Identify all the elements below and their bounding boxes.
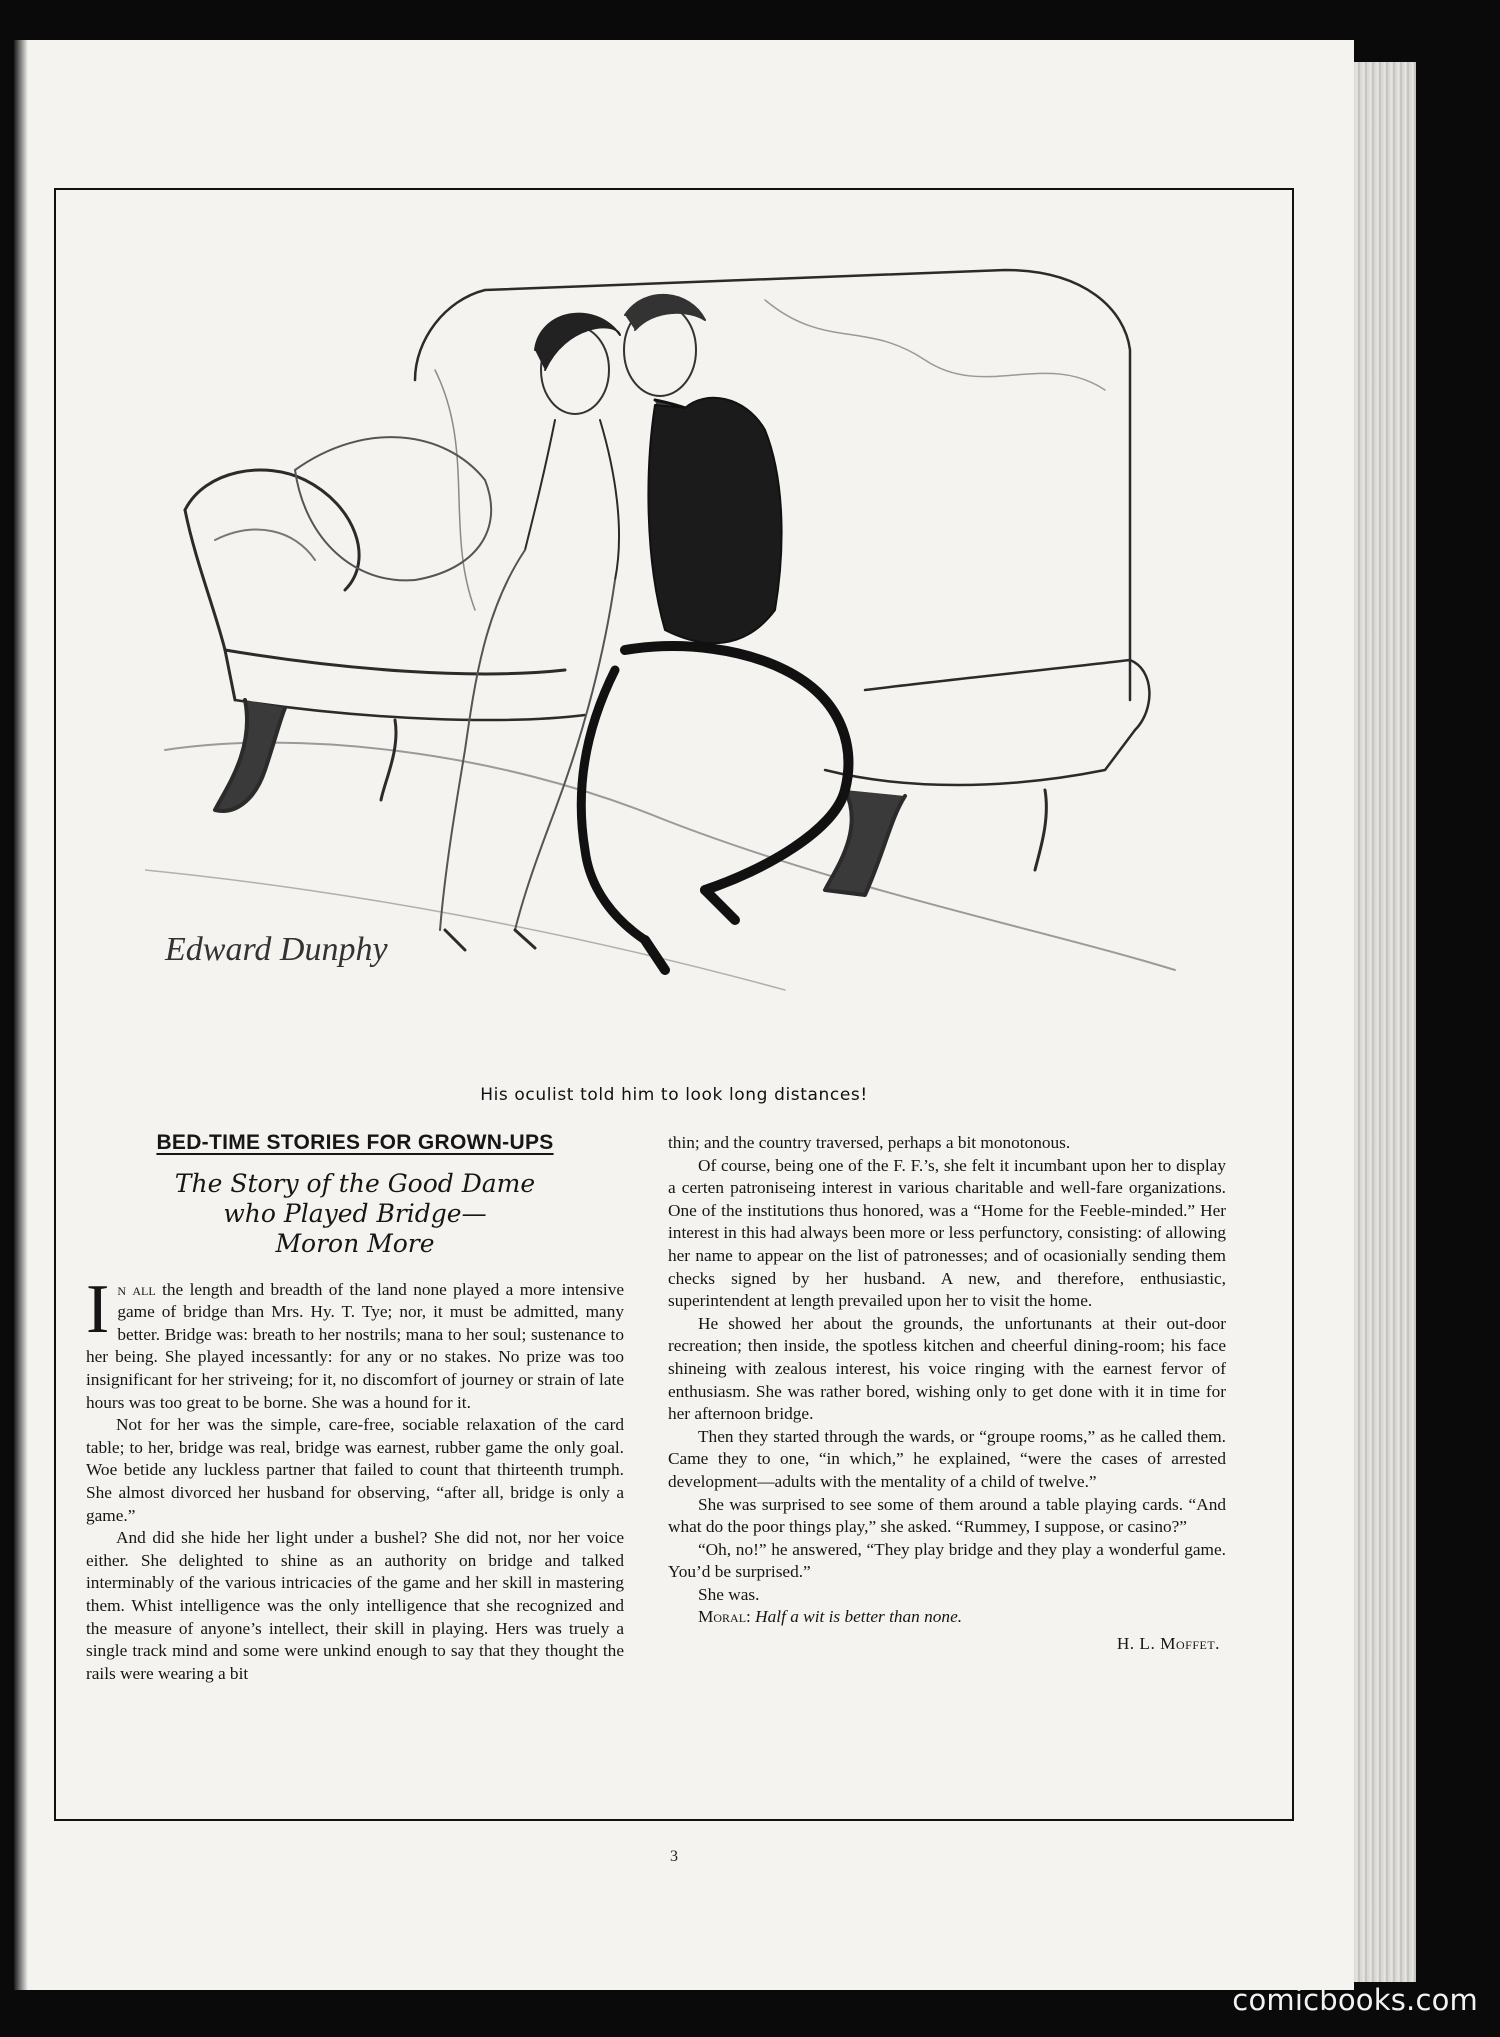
illustration-caption: His oculist told him to look long distances!	[480, 1085, 868, 1105]
story-subtitle	[86, 1169, 624, 1259]
author-signature: H. L. Moffet.	[1116, 1634, 1220, 1654]
left-column-body	[86, 1270, 625, 1686]
moral-label: Moral:	[698, 1607, 751, 1627]
story-paragraph: He showed her about the grounds, the unfortunants at their out-door recreation; then inside, the spotless kitchen and cheerful dining-room; his face shineing with zealous interest, his voice ringing with the earnest fervor of enthusiasm. She was rather bored, wishing only to get done with it in time for her afternoon bridge.	[668, 1313, 1226, 1424]
story-paragraph: She was.	[698, 1584, 760, 1604]
site-watermark: comicbooks.com	[1232, 1983, 1478, 2017]
moral-line	[668, 1606, 1226, 1629]
right-column-body	[668, 1132, 1226, 1606]
story-column-right	[668, 1132, 1226, 1656]
subtitle-line: who Played Bridge—	[223, 1198, 487, 1228]
story-paragraph: Then they started through the wards, or “groupe rooms,” as he called them. Came they to one, “in which,” he explained, “were the cases of arrested development—adults with the mentality of a child of twelve.”	[668, 1426, 1226, 1491]
story-paragraph	[86, 1270, 625, 1415]
opening-smallcaps: n all	[117, 1279, 156, 1299]
story-paragraph: “Oh, no!” he answered, “They play bridge and they play a wonderful game. You’d be surprised.”	[668, 1539, 1226, 1582]
page-edges	[1354, 62, 1416, 1982]
subtitle-line: The Story of the Good Dame	[174, 1168, 536, 1198]
paragraph-text: the length and breadth of the land none played a more intensive game of bridge than Mrs. Hy. T. Tye; nor, it must be admitted, many better. Bridge was: breath to her nostrils; mana to her soul; sustenance to her being. She played incessantly: for any or no stakes. No prize was too insignificant for her striveing; for it, no discomfort of journey or strain of late hours was too great to be borne. She was a hound for it.	[86, 1279, 625, 1412]
moral-text: Half a wit is better than none.	[755, 1607, 963, 1627]
story-paragraph: Not for her was the simple, care-free, sociable relaxation of the card table; to her, bridge was real, bridge was earnest, rubber game the only goal. Woe betide any luckless partner that failed to count that thirteenth trumph. She almost divorced her husband for observing, “after all, bridge is only a game.”	[86, 1415, 624, 1525]
artist-signature: Edward Dunphy	[165, 931, 388, 968]
story-paragraph: And did she hide her light under a bushel? She did not, nor her voice either. She delighted to shine as an authority on bridge and talked interminably of the various intricacies of the game and her skill in mastering them. Whist intelligence was the only intelligence that she recognized and the measure of anyone’s intellect, their skill in playing. Hers was truely a single track mind and some were unkind enough to say that they thought the rails were wearing a bit	[86, 1528, 624, 1683]
story-heading: BED-TIME STORIES FOR GROWN-UPS	[156, 1131, 554, 1154]
story-paragraph: She was surprised to see some of them around a table playing cards. “And what do the poor things play,” she asked. “Rummey, I suppose, or casino?”	[668, 1494, 1226, 1537]
page-number: 3	[670, 1848, 678, 1865]
story-paragraph: thin; and the country traversed, perhaps a bit monotonous.	[668, 1133, 1071, 1152]
drop-cap: I	[86, 1270, 110, 1348]
story-column-left	[86, 1132, 624, 1685]
subtitle-line: Moron More	[275, 1228, 435, 1258]
story-paragraph: Of course, being one of the F. F.’s, she felt it incumbant upon her to display a certen patroniseing interest in various charitable and well-fare organizations. One of the institutions thus honored, was a “Home for the Feeble-minded.” Her interest in this had always been more or less perfunctory, consisting: of allowing her name to appear on the list of patronesses; and of ocasionially sending them checks signed by her husband. A new, and therefore, enthusiastic, superintendent at length prevailed upon her to visit the home.	[668, 1155, 1226, 1311]
book-spine-shadow	[14, 40, 28, 1990]
sofa-couple-illustration	[145, 230, 1185, 1050]
